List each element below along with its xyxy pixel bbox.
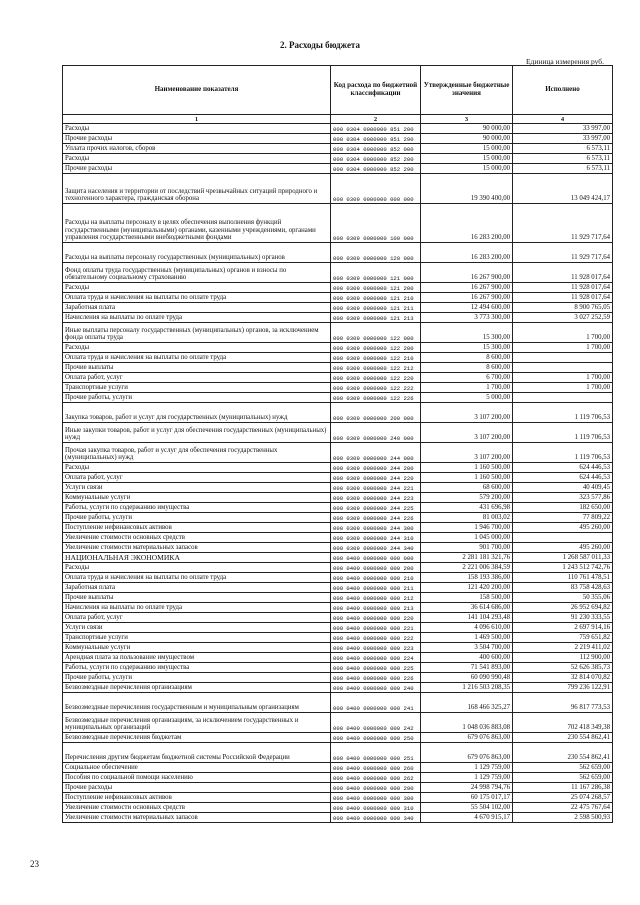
row-executed: 759 651,82 — [513, 633, 613, 643]
row-executed: 11 929 717,64 — [513, 204, 613, 243]
row-executed: 13 049 424,17 — [513, 174, 613, 204]
row-executed: 1 243 512 742,76 — [513, 563, 613, 573]
table-row — [63, 243, 613, 263]
row-executed: 50 355,06 — [513, 593, 613, 603]
table-row — [63, 733, 613, 743]
row-executed: 1 700,00 — [513, 383, 613, 393]
row-code: 000 0309 0000000 240 000 — [331, 423, 421, 443]
row-approved: 36 614 686,00 — [421, 603, 513, 613]
row-approved: 1 216 503 208,35 — [421, 683, 513, 693]
row-code: 000 0309 0000000 244 220 — [331, 473, 421, 483]
row-name: Начисления на выплаты по оплате труда — [63, 603, 331, 613]
table-row — [63, 473, 613, 483]
row-code: 000 0400 0000000 000 241 — [331, 693, 421, 713]
row-name: Прочие расходы — [63, 134, 331, 144]
row-executed: 11 928 017,64 — [513, 263, 613, 283]
row-executed: 1 700,00 — [513, 323, 613, 343]
table-row — [63, 553, 613, 563]
row-name: Уплата прочих налогов, сборов — [63, 144, 331, 154]
row-executed: 25 074 268,57 — [513, 793, 613, 803]
row-code: 000 0304 0000000 852 290 — [331, 164, 421, 174]
table-row — [63, 673, 613, 683]
row-code: 000 0309 0000000 244 300 — [331, 523, 421, 533]
row-name: Работы, услуги по содержанию имущества — [63, 503, 331, 513]
row-code: 000 0400 0000000 000 000 — [331, 553, 421, 563]
row-code: 000 0400 0000000 000 262 — [331, 773, 421, 783]
row-name: Услуги связи — [63, 483, 331, 493]
row-name: Закупка товаров, работ и услуг для государственных (муниципальных) нужд — [63, 403, 331, 423]
row-executed: 32 814 070,82 — [513, 673, 613, 683]
row-name: Прочая закупка товаров, работ и услуг для обеспечения государственных (муниципальных) нужд — [63, 443, 331, 463]
row-code: 000 0309 0000000 120 000 — [331, 243, 421, 263]
row-name: Оплата труда и начисления на выплаты по оплате труда — [63, 573, 331, 583]
table-row — [63, 363, 613, 373]
row-approved: 19 390 400,00 — [421, 174, 513, 204]
row-code: 000 0309 0000000 244 340 — [331, 543, 421, 553]
row-approved: 15 300,00 — [421, 323, 513, 343]
row-code: 000 0309 0000000 100 000 — [331, 204, 421, 243]
row-code: 000 0400 0000000 000 222 — [331, 633, 421, 643]
row-name: Оплата работ, услуг — [63, 373, 331, 383]
row-executed: 624 446,53 — [513, 473, 613, 483]
row-name: Перечисления другим бюджетам бюджетной системы Российской Федерации — [63, 743, 331, 763]
row-executed: 11 929 717,64 — [513, 243, 613, 263]
table-row — [63, 593, 613, 603]
row-executed: 562 659,00 — [513, 763, 613, 773]
table-row — [63, 533, 613, 543]
row-code: 000 0309 0000000 122 226 — [331, 393, 421, 403]
table-row — [63, 743, 613, 763]
row-approved: 90 000,00 — [421, 134, 513, 144]
row-executed: 33 997,00 — [513, 124, 613, 134]
section-title: 2. Расходы бюджета — [280, 40, 360, 50]
row-approved: 1 160 500,00 — [421, 463, 513, 473]
budget-expenses-table — [62, 65, 613, 823]
row-approved: 15 000,00 — [421, 154, 513, 164]
row-code: 000 0400 0000000 000 200 — [331, 563, 421, 573]
row-name: Расходы — [63, 563, 331, 573]
table-row — [63, 523, 613, 533]
row-executed: 1 700,00 — [513, 373, 613, 383]
row-code: 000 0400 0000000 000 225 — [331, 663, 421, 673]
row-name: Безвозмездные перечисления организациям — [63, 683, 331, 693]
row-code: 000 0309 0000000 121 211 — [331, 303, 421, 313]
header-code: Код расхода по бюджетной классификации — [331, 66, 421, 115]
row-approved: 2 221 006 384,59 — [421, 563, 513, 573]
row-code: 000 0309 0000000 121 000 — [331, 263, 421, 283]
table-row — [63, 633, 613, 643]
table-row — [63, 543, 613, 553]
row-approved: 8 600,00 — [421, 353, 513, 363]
column-number: 1 — [63, 115, 331, 124]
row-code: 000 0400 0000000 000 221 — [331, 623, 421, 633]
row-name: Прочие работы, услуги — [63, 393, 331, 403]
row-approved: 55 504 102,00 — [421, 803, 513, 813]
row-approved: 579 200,00 — [421, 493, 513, 503]
unit-label: Единица измерения руб. — [525, 57, 604, 66]
row-name: Расходы — [63, 283, 331, 293]
row-code: 000 0304 0000000 851 200 — [331, 124, 421, 134]
row-name: Расходы — [63, 124, 331, 134]
row-executed: 83 758 428,63 — [513, 583, 613, 593]
row-name: Прочие выплаты — [63, 593, 331, 603]
row-approved: 2 281 181 321,76 — [421, 553, 513, 563]
row-executed: 110 761 478,51 — [513, 573, 613, 583]
row-name: Увеличение стоимости основных средств — [63, 533, 331, 543]
row-name: Расходы — [63, 154, 331, 164]
row-code: 000 0309 0000000 244 221 — [331, 483, 421, 493]
row-executed: 799 236 122,91 — [513, 683, 613, 693]
row-code: 000 0400 0000000 000 260 — [331, 763, 421, 773]
row-name: Прочие расходы — [63, 783, 331, 793]
table-row — [63, 263, 613, 283]
table-row — [63, 813, 613, 823]
row-name: Арендная плата за пользование имуществом — [63, 653, 331, 663]
table-row — [63, 283, 613, 293]
table-row — [63, 773, 613, 783]
row-name: Коммунальные услуги — [63, 643, 331, 653]
row-code: 000 0400 0000000 000 251 — [331, 743, 421, 763]
row-code: 000 0304 0000000 851 290 — [331, 134, 421, 144]
row-executed: 3 027 252,59 — [513, 313, 613, 323]
row-code: 000 0400 0000000 000 210 — [331, 573, 421, 583]
row-executed: 562 659,00 — [513, 773, 613, 783]
table-row — [63, 573, 613, 583]
row-executed: 8 900 765,05 — [513, 303, 613, 313]
table-row — [63, 713, 613, 733]
table-row — [63, 293, 613, 303]
table-row — [63, 204, 613, 243]
row-executed: 40 409,45 — [513, 483, 613, 493]
row-name: Работы, услуги по содержанию имущества — [63, 663, 331, 673]
table-row — [63, 144, 613, 154]
row-name: Иные выплаты персоналу государственных (муниципальных) органов, за исключением фонда оплаты труда — [63, 323, 331, 343]
row-executed: 495 260,00 — [513, 543, 613, 553]
table-row — [63, 583, 613, 593]
table-row — [63, 513, 613, 523]
row-executed: 702 418 349,38 — [513, 713, 613, 733]
page-number: 23 — [30, 859, 39, 869]
table-row — [63, 353, 613, 363]
row-executed: 91 230 333,55 — [513, 613, 613, 623]
row-executed: 11 928 017,64 — [513, 293, 613, 303]
row-approved: 1 045 000,00 — [421, 533, 513, 543]
row-approved: 4 096 610,00 — [421, 623, 513, 633]
row-approved: 400 600,00 — [421, 653, 513, 663]
row-approved: 158 500,00 — [421, 593, 513, 603]
row-code: 000 0309 0000000 122 000 — [331, 323, 421, 343]
row-approved: 121 420 200,00 — [421, 583, 513, 593]
row-executed: 2 598 500,93 — [513, 813, 613, 823]
table-row — [63, 463, 613, 473]
row-name: НАЦИОНАЛЬНАЯ ЭКОНОМИКА — [63, 553, 331, 563]
row-approved: 3 504 700,00 — [421, 643, 513, 653]
column-number-row — [63, 115, 613, 124]
row-code: 000 0400 0000000 000 340 — [331, 813, 421, 823]
table-row — [63, 423, 613, 443]
row-executed: 26 952 694,82 — [513, 603, 613, 613]
row-name: Расходы — [63, 463, 331, 473]
row-name: Поступление нефинансовых активов — [63, 523, 331, 533]
row-name: Расходы на выплаты персоналу государственных (муниципальных) органов — [63, 243, 331, 263]
row-approved: 16 283 200,00 — [421, 204, 513, 243]
row-executed: 96 817 773,53 — [513, 693, 613, 713]
row-executed: 6 573,11 — [513, 144, 613, 154]
table-row — [63, 763, 613, 773]
row-executed: 1 119 706,53 — [513, 403, 613, 423]
row-approved: 24 998 794,76 — [421, 783, 513, 793]
row-code: 000 0309 0000000 244 310 — [331, 533, 421, 543]
row-approved: 68 600,00 — [421, 483, 513, 493]
row-approved: 60 090 990,48 — [421, 673, 513, 683]
table-row — [63, 303, 613, 313]
row-approved: 1 129 759,00 — [421, 763, 513, 773]
table-row — [63, 663, 613, 673]
table-row — [63, 603, 613, 613]
row-name: Прочие выплаты — [63, 363, 331, 373]
table-row — [63, 483, 613, 493]
row-code: 000 0309 0000000 121 200 — [331, 283, 421, 293]
row-code: 000 0400 0000000 000 290 — [331, 783, 421, 793]
row-executed — [513, 353, 613, 363]
row-name: Оплата работ, услуг — [63, 613, 331, 623]
row-name: Увеличение стоимости материальных запасов — [63, 813, 331, 823]
row-name: Прочие расходы — [63, 164, 331, 174]
row-executed: 77 809,22 — [513, 513, 613, 523]
row-executed: 1 700,00 — [513, 343, 613, 353]
table-row — [63, 403, 613, 423]
row-code: 000 0309 0000000 121 213 — [331, 313, 421, 323]
row-approved: 3 107 200,00 — [421, 403, 513, 423]
table-row — [63, 643, 613, 653]
row-approved: 16 267 900,00 — [421, 263, 513, 283]
row-code: 000 0400 0000000 000 226 — [331, 673, 421, 683]
row-approved: 12 494 600,00 — [421, 303, 513, 313]
row-code: 000 0400 0000000 000 300 — [331, 793, 421, 803]
table-row — [63, 793, 613, 803]
row-code: 000 0400 0000000 000 220 — [331, 613, 421, 623]
row-approved: 158 193 386,00 — [421, 573, 513, 583]
row-code: 000 0304 0000000 852 000 — [331, 144, 421, 154]
row-approved: 1 129 759,00 — [421, 773, 513, 783]
row-code: 000 0400 0000000 000 240 — [331, 683, 421, 693]
table-row — [63, 373, 613, 383]
row-executed: 52 626 385,73 — [513, 663, 613, 673]
row-executed: 323 577,86 — [513, 493, 613, 503]
row-code: 000 0400 0000000 000 213 — [331, 603, 421, 613]
row-executed: 112 900,00 — [513, 653, 613, 663]
row-code: 000 0400 0000000 000 223 — [331, 643, 421, 653]
row-code: 000 0309 0000000 122 222 — [331, 383, 421, 393]
row-approved: 71 541 893,00 — [421, 663, 513, 673]
row-name: Коммунальные услуги — [63, 493, 331, 503]
row-code: 000 0309 0000000 244 000 — [331, 443, 421, 463]
row-approved: 679 076 863,00 — [421, 733, 513, 743]
table-row — [63, 134, 613, 144]
row-approved: 16 267 900,00 — [421, 293, 513, 303]
row-approved: 90 000,00 — [421, 124, 513, 134]
row-approved: 901 700,00 — [421, 543, 513, 553]
row-approved: 15 000,00 — [421, 164, 513, 174]
row-executed: 2 219 411,02 — [513, 643, 613, 653]
row-executed: 1 268 587 011,33 — [513, 553, 613, 563]
row-name: Безвозмездные перечисления государственным и муниципальным организациям — [63, 693, 331, 713]
row-approved: 1 700,00 — [421, 383, 513, 393]
row-executed: 230 554 862,41 — [513, 733, 613, 743]
row-executed: 33 997,00 — [513, 134, 613, 144]
column-number: 4 — [513, 115, 613, 124]
table-row — [63, 803, 613, 813]
table-header-row — [63, 66, 613, 115]
table-row — [63, 783, 613, 793]
row-name: Расходы — [63, 343, 331, 353]
column-number: 2 — [331, 115, 421, 124]
table-row — [63, 313, 613, 323]
row-code: 000 0309 0000000 122 200 — [331, 343, 421, 353]
row-approved: 4 670 915,17 — [421, 813, 513, 823]
row-approved: 6 700,00 — [421, 373, 513, 383]
row-approved: 5 000,00 — [421, 393, 513, 403]
row-executed: 1 119 706,53 — [513, 443, 613, 463]
row-code: 000 0309 0000000 200 000 — [331, 403, 421, 423]
row-approved: 3 107 200,00 — [421, 443, 513, 463]
row-executed — [513, 393, 613, 403]
row-approved: 3 773 300,00 — [421, 313, 513, 323]
header-name: Наименование показателя — [63, 66, 331, 115]
row-name: Транспортные услуги — [63, 633, 331, 643]
row-name: Безвозмездные перечисления организациям, за исключением государственных и муниципальных организаций — [63, 713, 331, 733]
row-executed: 624 446,53 — [513, 463, 613, 473]
row-executed: 6 573,11 — [513, 154, 613, 164]
row-approved: 141 104 293,48 — [421, 613, 513, 623]
row-code: 000 0309 0000000 000 000 — [331, 174, 421, 204]
row-code: 000 0400 0000000 000 224 — [331, 653, 421, 663]
row-name: Услуги связи — [63, 623, 331, 633]
row-executed — [513, 363, 613, 373]
row-approved: 1 160 500,00 — [421, 473, 513, 483]
table-row — [63, 563, 613, 573]
row-name: Увеличение стоимости основных средств — [63, 803, 331, 813]
table-row — [63, 653, 613, 663]
row-executed: 2 697 914,16 — [513, 623, 613, 633]
row-name: Увеличение стоимости материальных запасов — [63, 543, 331, 553]
row-executed: 230 554 862,41 — [513, 743, 613, 763]
row-approved: 15 300,00 — [421, 343, 513, 353]
table-row — [63, 613, 613, 623]
row-code: 000 0400 0000000 000 211 — [331, 583, 421, 593]
row-code: 000 0309 0000000 244 223 — [331, 493, 421, 503]
table-row — [63, 164, 613, 174]
row-approved: 679 076 863,00 — [421, 743, 513, 763]
table-row — [63, 503, 613, 513]
row-approved: 1 946 700,00 — [421, 523, 513, 533]
row-name: Защита населения и территории от последствий чрезвычайных ситуаций природного и техногенного характера, гражданская оборона — [63, 174, 331, 204]
row-name: Прочие работы, услуги — [63, 673, 331, 683]
row-executed: 22 475 767,64 — [513, 803, 613, 813]
row-executed — [513, 533, 613, 543]
row-name: Оплата труда и начисления на выплаты по оплате труда — [63, 293, 331, 303]
table-row — [63, 323, 613, 343]
row-executed: 11 167 286,38 — [513, 783, 613, 793]
row-approved: 16 267 900,00 — [421, 283, 513, 293]
row-name: Пособия по социальной помощи населению — [63, 773, 331, 783]
row-name: Оплата труда и начисления на выплаты по оплате труда — [63, 353, 331, 363]
row-approved: 168 466 325,27 — [421, 693, 513, 713]
row-executed: 1 119 706,53 — [513, 423, 613, 443]
row-approved: 3 107 200,00 — [421, 423, 513, 443]
row-code: 000 0400 0000000 000 310 — [331, 803, 421, 813]
table-row — [63, 174, 613, 204]
row-name: Транспортные услуги — [63, 383, 331, 393]
row-approved: 60 175 017,17 — [421, 793, 513, 803]
row-code: 000 0309 0000000 121 210 — [331, 293, 421, 303]
row-approved: 15 000,00 — [421, 144, 513, 154]
row-approved: 431 696,98 — [421, 503, 513, 513]
row-name: Поступление нефинансовых активов — [63, 793, 331, 803]
table-row — [63, 493, 613, 503]
row-code: 000 0309 0000000 244 225 — [331, 503, 421, 513]
row-name: Заработная плата — [63, 303, 331, 313]
table-row — [63, 124, 613, 134]
table-row — [63, 343, 613, 353]
row-code: 000 0400 0000000 000 250 — [331, 733, 421, 743]
row-code: 000 0309 0000000 122 212 — [331, 363, 421, 373]
table-row — [63, 383, 613, 393]
row-name: Начисления на выплаты по оплате труда — [63, 313, 331, 323]
row-code: 000 0304 0000000 852 200 — [331, 154, 421, 164]
row-approved: 1 469 500,00 — [421, 633, 513, 643]
row-code: 000 0309 0000000 122 220 — [331, 373, 421, 383]
row-code: 000 0309 0000000 244 200 — [331, 463, 421, 473]
row-name: Иные закупки товаров, работ и услуг для обеспечения государственных (муниципальных) нужд — [63, 423, 331, 443]
row-name: Фонд оплаты труда государственных (муниципальных) органов и взносы по обязательному социальному страхованию — [63, 263, 331, 283]
row-name: Социальное обеспечение — [63, 763, 331, 773]
header-approved: Утвержденные бюджетные значения — [421, 66, 513, 115]
row-executed: 495 260,00 — [513, 523, 613, 533]
row-name: Оплата работ, услуг — [63, 473, 331, 483]
row-name: Заработная плата — [63, 583, 331, 593]
row-approved: 81 003,02 — [421, 513, 513, 523]
row-name: Безвозмездные перечисления бюджетам — [63, 733, 331, 743]
row-code: 000 0400 0000000 000 212 — [331, 593, 421, 603]
row-code: 000 0309 0000000 122 210 — [331, 353, 421, 363]
table-row — [63, 683, 613, 693]
row-executed: 182 650,00 — [513, 503, 613, 513]
row-approved: 1 048 036 883,08 — [421, 713, 513, 733]
table-row — [63, 443, 613, 463]
header-executed: Исполнено — [513, 66, 613, 115]
column-number: 3 — [421, 115, 513, 124]
table-row — [63, 693, 613, 713]
row-approved: 16 283 200,00 — [421, 243, 513, 263]
row-executed: 11 928 017,64 — [513, 283, 613, 293]
table-row — [63, 393, 613, 403]
table-row — [63, 623, 613, 633]
row-name: Прочие работы, услуги — [63, 513, 331, 523]
row-code: 000 0309 0000000 244 226 — [331, 513, 421, 523]
row-approved: 8 600,00 — [421, 363, 513, 373]
row-name: Расходы на выплаты персоналу в целях обеспечения выполнения функций государственными (муниципальными) органами, казенными учреждениями, органами управления государственными внебюджетными фондами — [63, 204, 331, 243]
row-code: 000 0400 0000000 000 242 — [331, 713, 421, 733]
table-row — [63, 154, 613, 164]
row-executed: 6 573,11 — [513, 164, 613, 174]
